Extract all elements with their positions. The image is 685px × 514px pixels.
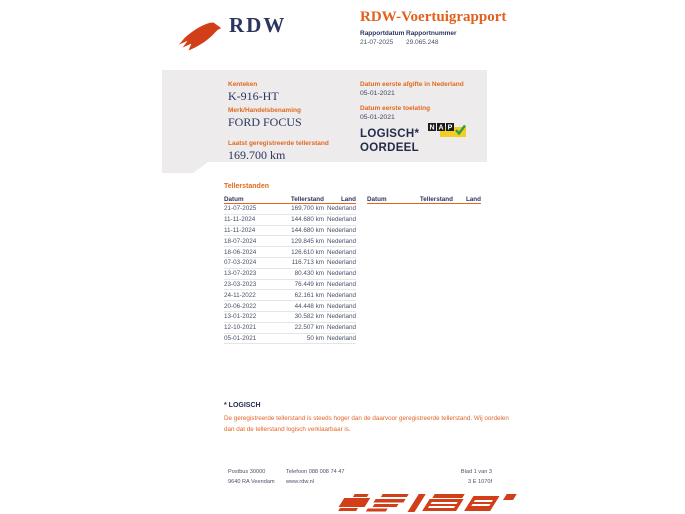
svg-text:N: N — [429, 124, 435, 132]
table-cell: Nederland — [326, 226, 356, 234]
toelating-label: Datum eerste toelating — [360, 105, 431, 112]
table-cell: 07-03-2024 — [224, 259, 257, 267]
table-cell: 30.582 km — [294, 313, 324, 321]
table-cell: 21-07-2025 — [224, 205, 257, 213]
table-cell: 18-07-2024 — [224, 237, 257, 245]
footer-form-code: 3 E 1070f — [468, 479, 492, 485]
footer-website: www.rdw.nl — [286, 479, 314, 485]
table-cell: 116.713 km — [291, 259, 324, 267]
tellerstanden-table-empty — [367, 194, 481, 204]
footer-address — [228, 467, 275, 487]
footer-address-line1: Postbus 30000 — [228, 469, 266, 475]
column-header-datum: Datum — [224, 196, 244, 203]
oordeel-line2: OORDEEL — [360, 142, 419, 154]
table-cell: 144.680 km — [291, 216, 324, 224]
table-row — [224, 236, 356, 247]
kenteken-value: K-916-HT — [228, 89, 279, 103]
table-cell: Nederland — [326, 324, 356, 332]
svg-text:A: A — [438, 124, 444, 132]
footer-address-line2: 9640 RA Veendam — [228, 479, 275, 485]
toelating-value: 05-01-2021 — [360, 114, 395, 121]
table-cell: 129.845 km — [291, 237, 324, 245]
table-row — [224, 301, 356, 312]
column-header-tellerstand: Tellerstand — [419, 196, 453, 203]
report-number-label: Rapportnummer — [406, 30, 457, 37]
page-title: RDW-Voertuigrapport — [360, 9, 507, 25]
table-row — [224, 323, 356, 334]
table-cell: Nederland — [326, 334, 356, 342]
tellerstanden-body — [224, 204, 356, 344]
table-cell: Nederland — [326, 302, 356, 310]
column-header-land: Land — [465, 196, 481, 203]
vehicle-summary-card — [162, 70, 487, 162]
table-cell: Nederland — [326, 205, 356, 213]
table-cell: Nederland — [326, 280, 356, 288]
afgifte-label: Datum eerste afgifte in Nederland — [360, 81, 464, 88]
table-cell: 13-07-2023 — [224, 270, 257, 278]
tellerstanden-title: Tellerstanden — [224, 183, 269, 190]
tellerstand-label: Laatst geregistreerde tellerstand — [228, 140, 329, 147]
table-row — [224, 204, 356, 215]
report-date-label: Rapportdatum — [360, 30, 405, 37]
table-cell: 05-01-2021 — [224, 334, 257, 342]
table-cell: 11-11-2024 — [224, 216, 256, 224]
nap-logo-icon — [428, 122, 468, 140]
table-header — [224, 194, 356, 204]
kenteken-label: Kenteken — [228, 81, 258, 88]
table-row — [224, 269, 356, 280]
rdw-wordmark: RDW — [229, 13, 287, 37]
column-header-land: Land — [340, 196, 356, 203]
table-row — [224, 334, 356, 345]
table-cell: 126.610 km — [291, 248, 324, 256]
table-cell: 76.449 km — [294, 280, 324, 288]
table-cell: 62.161 km — [294, 291, 324, 299]
footer-phone: Telefoon 088 008 74 47 — [286, 469, 345, 475]
table-cell: 11-11-2024 — [224, 226, 256, 234]
column-header-datum: Datum — [367, 196, 387, 203]
table-row — [224, 312, 356, 323]
table-cell: Nederland — [326, 313, 356, 321]
column-header-tellerstand: Tellerstand — [290, 196, 324, 203]
table-cell: Nederland — [326, 291, 356, 299]
afgifte-value: 05-01-2021 — [360, 90, 395, 97]
svg-text:P: P — [447, 124, 453, 132]
table-cell: 18-06-2024 — [224, 248, 257, 256]
oordeel-line1: LOGISCH* — [360, 128, 420, 140]
table-cell: Nederland — [326, 216, 356, 224]
footnote-text: De geregistreerde tellerstand is steeds hoger dan de daarvoor geregistreerde tellerstand. Wij oordelen dan dat de tellerstand logisch verklaarbaar is. — [224, 415, 509, 433]
table-cell: 13-01-2022 — [224, 313, 257, 321]
table-cell: Nederland — [326, 248, 356, 256]
table-cell: 12-10-2021 — [224, 324, 257, 332]
oordeel-text — [360, 127, 419, 155]
table-cell: Nederland — [326, 259, 356, 267]
table-row — [224, 290, 356, 301]
footer-paging — [430, 467, 492, 487]
rdw-eagle-logo-icon — [177, 15, 225, 55]
rdw-flag-graphic-icon — [336, 492, 526, 514]
card-corner-notch — [162, 162, 208, 173]
table-cell: 50 km — [306, 334, 324, 342]
footer-page-number: Blad 1 van 3 — [460, 469, 492, 475]
tellerstand-value: 169.700 km — [228, 148, 286, 162]
merk-value: FORD FOCUS — [228, 115, 302, 129]
table-row — [224, 280, 356, 291]
table-cell: 23-03-2023 — [224, 280, 257, 288]
table-cell: 80.430 km — [294, 270, 324, 278]
merk-label: Merk/Handelsbenaming — [228, 107, 301, 114]
footnote-title: * LOGISCH — [224, 402, 261, 409]
report-number-value: 29.065.248 — [406, 39, 439, 46]
table-cell: 20-06-2022 — [224, 302, 257, 310]
table-cell: 24-11-2022 — [224, 291, 256, 299]
table-row — [224, 258, 356, 269]
table-cell: 144.680 km — [291, 226, 324, 234]
tellerstanden-table — [224, 194, 356, 344]
table-row — [224, 215, 356, 226]
table-header — [367, 194, 481, 204]
table-row — [224, 247, 356, 258]
table-cell: 44.448 km — [294, 302, 324, 310]
table-cell: Nederland — [326, 270, 356, 278]
table-cell: Nederland — [326, 237, 356, 245]
table-cell: 169.700 km — [291, 205, 324, 213]
table-row — [224, 226, 356, 237]
report-date-value: 21-07-2025 — [360, 39, 394, 46]
table-cell: 22.507 km — [294, 324, 324, 332]
footer-contact — [286, 467, 344, 487]
